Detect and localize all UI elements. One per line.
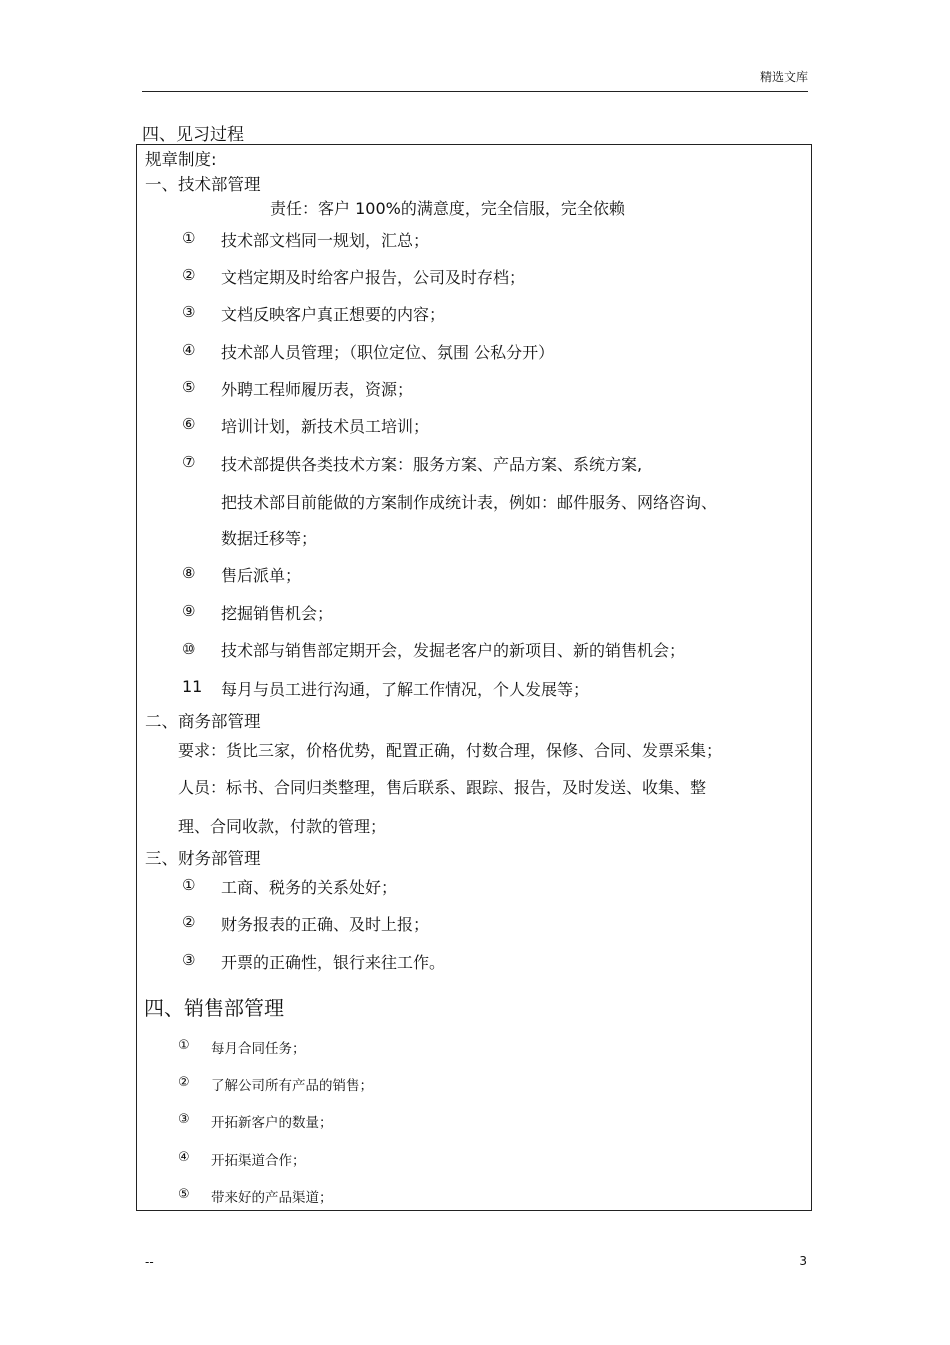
sales-item-marker: ① <box>178 1038 190 1053</box>
tech-responsibility: 责任：客户 100%的满意度，完全信服，完全依赖 <box>270 199 625 218</box>
tech-item-marker: ⑩ <box>182 640 196 658</box>
sales-item-text: 开拓渠道合作； <box>211 1153 306 1169</box>
sales-item-marker: ② <box>178 1075 190 1090</box>
tech-item-text: 培训计划，新技术员工培训； <box>221 417 430 436</box>
tech-item-marker: ④ <box>182 341 196 359</box>
sales-item-text: 带来好的产品渠道； <box>211 1190 333 1206</box>
header-label: 精选文库 <box>759 70 808 84</box>
finance-item-text: 工商、税务的关系处好； <box>221 878 398 897</box>
sales-item-text: 每月合同任务； <box>211 1041 306 1057</box>
tech-item-continuation: 数据迁移等； <box>221 529 318 548</box>
finance-item-marker: ③ <box>182 951 196 969</box>
tech-item-text: 每月与员工进行沟通，了解工作情况，个人发展等； <box>221 680 590 699</box>
tech-item-continuation: 把技术部目前能做的方案制作成统计表，例如：邮件服务、网络咨询、 <box>221 493 718 512</box>
tech-item-marker: ③ <box>182 303 196 321</box>
regulations-label: 规章制度: <box>145 150 217 169</box>
tech-item-marker: ⑤ <box>182 378 196 396</box>
tech-heading: 一、技术部管理 <box>145 175 261 194</box>
tech-item-text: 挖掘销售机会； <box>221 604 334 623</box>
sales-item-marker: ③ <box>178 1112 190 1127</box>
sales-item-marker: ④ <box>178 1150 190 1165</box>
footer-dashes: -- <box>145 1255 154 1269</box>
business-line: 理、合同收款，付款的管理； <box>178 817 387 836</box>
business-line: 人员：标书、合同归类整理，售后联系、跟踪、报告，及时发送、收集、整 <box>178 778 707 797</box>
tech-item-text: 文档反映客户真正想要的内容； <box>221 305 446 324</box>
business-line: 要求：货比三家，价格优势，配置正确，付数合理，保修、合同、发票采集； <box>178 741 723 760</box>
finance-item-text: 开票的正确性，银行来往工作。 <box>221 953 446 972</box>
sales-item-text: 了解公司所有产品的销售； <box>211 1078 373 1094</box>
sales-heading: 四、销售部管理 <box>144 996 284 1020</box>
tech-item-marker: ⑨ <box>182 602 196 620</box>
tech-item-marker: ⑧ <box>182 564 196 582</box>
tech-item-text: 技术部提供各类技术方案：服务方案、产品方案、系统方案, <box>221 455 643 474</box>
tech-item-text: 技术部与销售部定期开会，发掘老客户的新项目、新的销售机会； <box>221 641 686 660</box>
tech-item-text: 售后派单； <box>221 566 302 585</box>
page-number: 3 <box>799 1254 807 1268</box>
tech-item-marker: ⑥ <box>182 415 196 433</box>
tech-item-text: 技术部文档同一规划，汇总； <box>221 231 430 250</box>
tech-item-marker: ⑦ <box>182 453 196 471</box>
tech-item-marker: 11 <box>182 677 203 696</box>
tech-item-text: 外聘工程师履历表，资源； <box>221 380 414 399</box>
tech-item-text: 技术部人员管理；（职位定位、氛围 公私分开） <box>221 343 555 362</box>
sales-item-text: 开拓新客户的数量； <box>211 1115 333 1131</box>
finance-item-marker: ① <box>182 876 196 894</box>
finance-item-text: 财务报表的正确、及时上报； <box>221 915 430 934</box>
header-rule <box>142 91 808 92</box>
finance-heading: 三、财务部管理 <box>145 849 261 868</box>
tech-item-marker: ② <box>182 266 196 284</box>
business-heading: 二、商务部管理 <box>145 712 261 731</box>
sales-item-marker: ⑤ <box>178 1187 190 1202</box>
tech-item-marker: ① <box>182 229 196 247</box>
section-title: 四、见习过程 <box>142 125 244 145</box>
finance-item-marker: ② <box>182 913 196 931</box>
tech-item-text: 文档定期及时给客户报告，公司及时存档； <box>221 268 526 287</box>
